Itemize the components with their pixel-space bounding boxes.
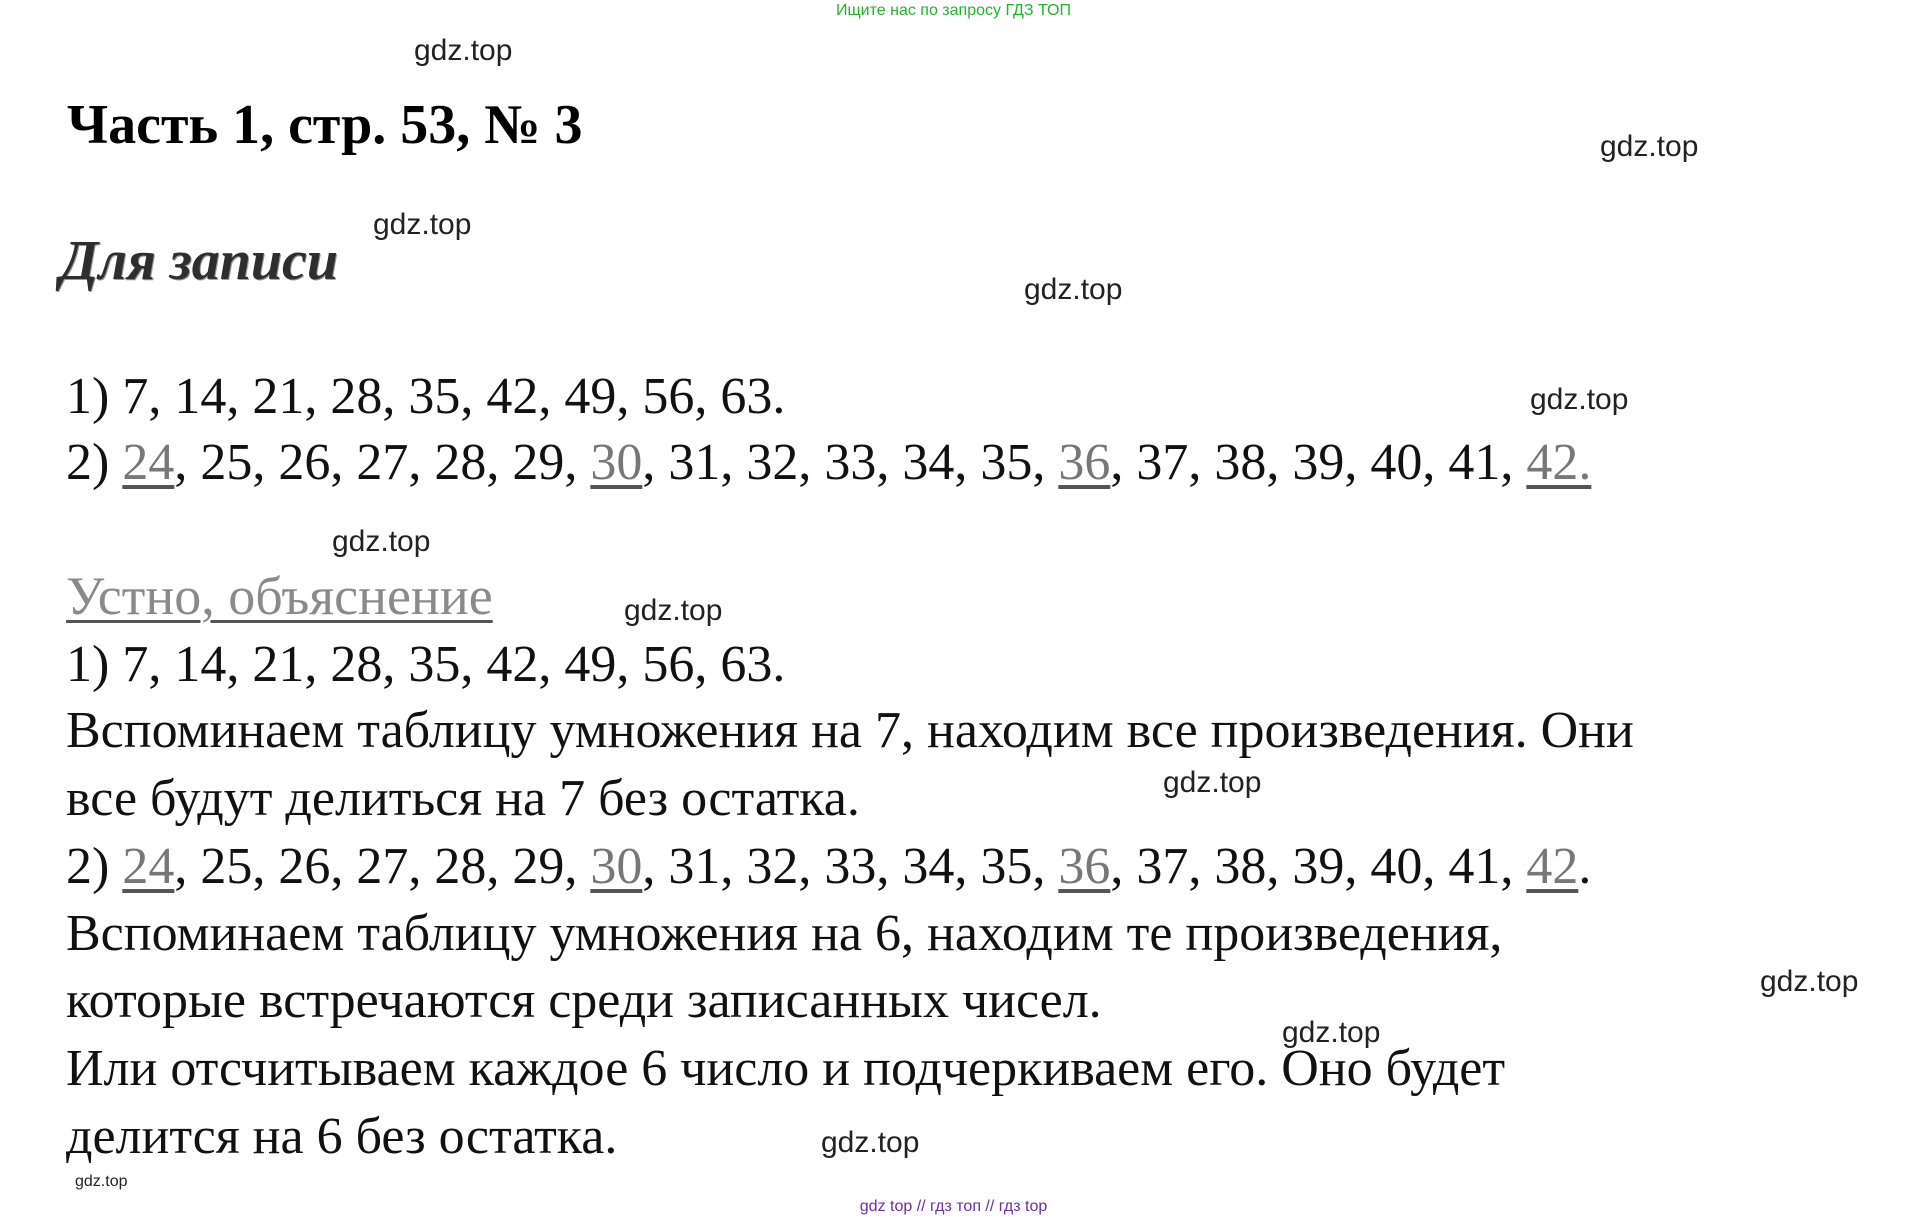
watermark: gdz.top [414, 34, 513, 67]
watermark: gdz.top [332, 525, 431, 558]
watermark: gdz.top [1282, 1016, 1381, 1049]
underlined-number: 42. [1526, 434, 1592, 491]
watermark: gdz.top [821, 1126, 920, 1159]
watermark: gdz.top [1024, 273, 1123, 306]
explanation-line: которые встречаются среди записанных чисел. [66, 972, 1102, 1029]
record-heading: Для записи [60, 230, 338, 292]
watermark: gdz.top [1760, 965, 1859, 998]
oral-line-1: 1) 7, 14, 21, 28, 35, 42, 49, 56, 63. [66, 636, 786, 693]
explanation-line: все будут делиться на 7 без остатка. [66, 770, 860, 827]
explanation-line: Или отсчитываем каждое 6 число и подчеркиваем его. Оно будет [66, 1040, 1506, 1097]
line-end: . [1578, 838, 1592, 895]
page-title: Часть 1, стр. 53, № 3 [67, 94, 583, 156]
oral-heading: Устно, объяснение [66, 566, 493, 626]
watermark: gdz.top [1530, 383, 1629, 416]
underlined-number: 30 [590, 838, 643, 895]
underlined-number: 30 [590, 434, 643, 491]
underlined-number: 24 [122, 434, 175, 491]
number-sequence: , 31, 32, 33, 34, 35, [642, 838, 1059, 895]
watermark: gdz.top [75, 1173, 128, 1190]
number-sequence: , 31, 32, 33, 34, 35, [642, 434, 1059, 491]
line-prefix: 2) [66, 434, 123, 491]
record-line-1: 1) 7, 14, 21, 28, 35, 42, 49, 56, 63. [66, 368, 786, 425]
line-prefix: 2) [66, 838, 123, 895]
explanation-line: Вспоминаем таблицу умножения на 6, находим те произведения, [66, 905, 1503, 962]
underlined-number: 36 [1058, 434, 1111, 491]
watermark: gdz.top [373, 208, 472, 241]
watermark: gdz.top [1600, 130, 1699, 163]
number-sequence: , 37, 38, 39, 40, 41, [1110, 838, 1527, 895]
underlined-number: 42 [1526, 838, 1579, 895]
footer-links[interactable]: gdz top // гдз топ // гдз top [859, 1198, 1048, 1215]
explanation-line: Вспоминаем таблицу умножения на 7, находим все произведения. Они [66, 702, 1634, 759]
search-banner: Ищите нас по запросу ГДЗ ТОП [836, 2, 1071, 19]
watermark: gdz.top [1163, 766, 1262, 799]
record-line-2 [66, 432, 1591, 494]
underlined-number: 36 [1058, 838, 1111, 895]
number-sequence: , 37, 38, 39, 40, 41, [1110, 434, 1527, 491]
number-sequence: , 25, 26, 27, 28, 29, [174, 838, 591, 895]
explanation-line: делится на 6 без остатка. [66, 1108, 618, 1165]
oral-line-2 [66, 836, 1591, 898]
number-sequence: , 25, 26, 27, 28, 29, [174, 434, 591, 491]
underlined-number: 24 [122, 838, 175, 895]
watermark: gdz.top [624, 594, 723, 627]
